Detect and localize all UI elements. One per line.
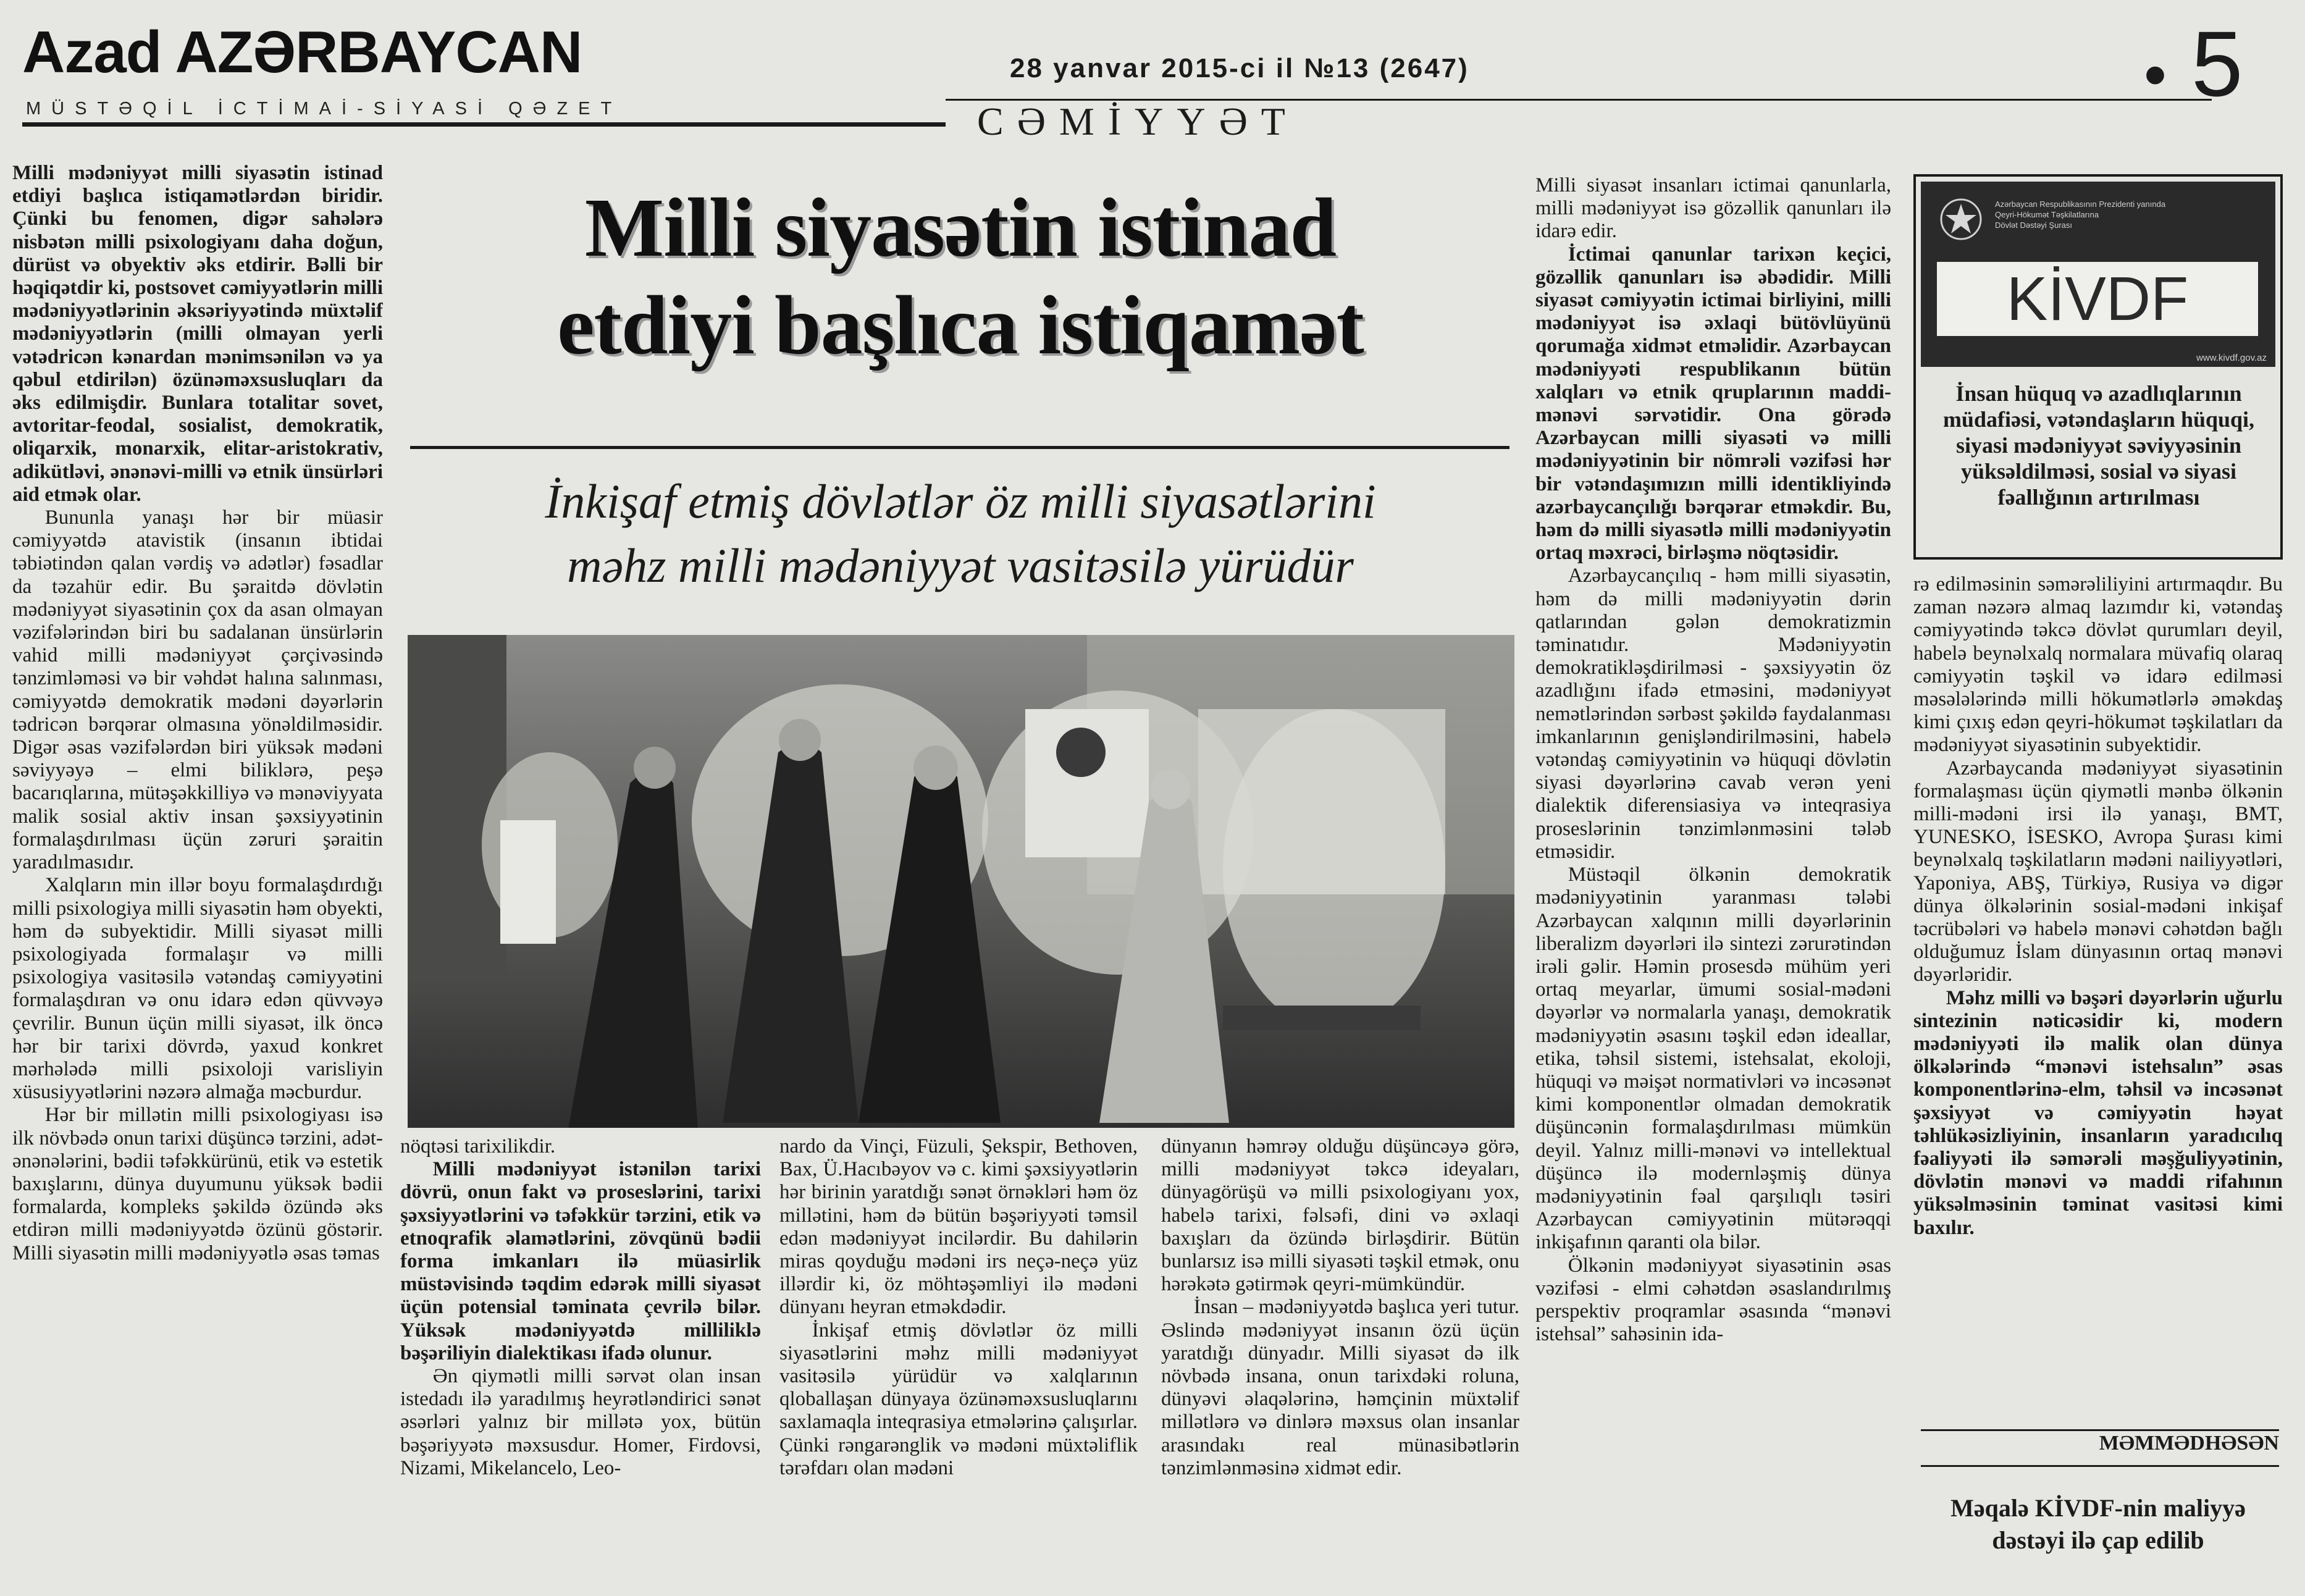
article-photo <box>408 635 1514 1128</box>
masthead-rule <box>22 122 946 127</box>
col2-paragraph: Milli mədəniyyət istənilən tarixi dövrü, onun fakt və proseslərini, tarixi şəxsiyyətlərini və təfəkkür tərzini, etik və etnoqrafik əlamətlərini, zövqünü bədii forma imkanları ilə müasirlik müstəvisində təqdim edərək milli siyasət üçün potensial təminata çevrilə bilər. Yüksək mədəniyyətdə milliliklə bəşəriliyin dialektikası ifadə olunur. <box>400 1158 761 1364</box>
col2-paragraph: nöqtəsi tarixilikdir. <box>400 1135 556 1157</box>
section-title: CƏMİYYƏT <box>977 99 1299 143</box>
article-column-5 <box>1535 174 1891 1589</box>
article-column-4 <box>1161 1135 1519 1582</box>
funding-note <box>1913 1492 2283 1556</box>
article-author: MƏMMƏDHƏSƏN <box>2099 1432 2279 1455</box>
article-column-6 <box>1913 573 2283 1417</box>
col5-paragraph: Azərbaycançılıq - həm milli siyasətin, həm də milli mədəniyyətin dərin qatlarından gələn demokratizmin təminatıdır. Mədəniyyətin demokratikləşdirilməsi - şəxsiyyətin öz azadlığını ifadə etməsini, mədəniyyət nemətlərindən sərbəst şəkildə faydalanması imkanlarının genişləndirilməsini, habelə vətəndaş cəmiyyətinin və hüquqi dövlətin siyasi dəyərlərinə cavab verən yeni dialektik diferensiasiya və inteqrasiya proseslərinin tənzimlənməsini tələb etməsidir. <box>1535 565 1891 863</box>
article-column-1 <box>12 162 383 1582</box>
headline-line-2: etdiyi başlıca istiqamət <box>557 279 1364 372</box>
col4-paragraph: dünyanın həmrəy olduğu düşüncəyə görə, milli mədəniyyət təkcə ideyaları, dünyagörüşü və milli psixologiyanı yox, habelə tarixi, fəlsəfi, dini və əxlaqi baxışları da özündə birləşdirir. Bütün bunlarsız isə milli siyasəti təşkil etmək, onu hərəkətə gətirmək qeyri-mümkündür. <box>1161 1135 1519 1296</box>
kivdf-logo: KİVDF <box>1937 262 2258 336</box>
article-column-3 <box>779 1135 1138 1582</box>
issue-dateline: 28 yanvar 2015-ci il №13 (2647) <box>1010 53 1469 83</box>
col3-paragraph: İnkişaf etmiş dövlətlər öz milli siyasətlərini məhz milli mədəniyyət vasitəsilə yürüdür və xalqlarının qloballaşan dünyaya özünəməxsusluqlarını saxlamaqla inteqrasiya etmələrinə çalışırlar. Çünki rəngarənglik və mədəni müxtəliflik tərəfdarı olan mədəni <box>779 1319 1138 1479</box>
col6-paragraph: rə edilməsinin səmərəliliyini artırmaqdır. Bu zaman nəzərə almaq lazımdır ki, vətəndaş cəmiyyətində təkcə dövlət qurumları deyil, habelə beynəlxalq normalara müvafiq olaraq cəmiyyətin təşkil və idarə edilməsi məsələlərində milli hökumətlərlə əməkdaş kimi çıxış edən qeyri-hökumət təşkilatları da mədəniyyət siyasətinin subyektidir. <box>1913 573 2283 757</box>
col3-paragraph: nardo da Vinçi, Füzuli, Şekspir, Bethoven, Bax, Ü.Hacıbəyov və c. kimi şəxsiyyətlərin hər birinin yaratdığı sənət örnəkləri həm öz millətini, həm də bütün bəşəriyyəti təmsil edən mədəniyyət incilərdir. Bu dahilərin miras qoyduğu mədəni irs neçə-neçə yüz illərdir ki, öz möhtəşəmliyi ilə mədəni dünyanı heyran etməkdədir. <box>779 1135 1138 1319</box>
newspaper-tagline: MÜSTƏQİL İCTİMAİ-SİYASİ QƏZET <box>26 99 623 119</box>
kivdf-org-name <box>1995 199 2267 230</box>
kivdf-logo-panel <box>1921 182 2275 367</box>
article-subhead <box>395 469 1526 598</box>
sponsor-caption: İnsan hüquq və azadlıqlarının müdafiəsi, vətəndaşların hüquqi, siyasi mədəniyyət səviyyəsinin yüksəldilməsi, sosial və siyasi fəallığının artırılması <box>1942 381 2255 510</box>
kivdf-website: www.kivdf.gov.az <box>2196 353 2267 363</box>
col5-paragraph: Müstəqil ölkənin demokratik mədəniyyətinin yaranması tələbi Azərbaycan xalqının milli dəyərlərinin liberalizm dəyərləri ilə sintezi zərurətindən irəli gəlir. Həmin prosesdə mühüm yeri ortaq meyarlar, ümumi sosial-mədəni dəyərlər və normalarla yanaşı, demokratik mədəniyyətin əsasını təşkil edən ideallar, etika, təhsil sistemi, istehsalat, ekoloji, hüquqi və məişət normativləri və incəsənət kimi komponentlər olmadan demokratik düşüncənin formalaşdırılması mümkün deyil. Yalnız milli-mənəvi və intellektual düşüncə ilə modernləşmiş dünya mədəniyyətinin fəal qarşılıqlı təsiri Azərbaycan cəmiyyətinin mütərəqqi inkişafının qaranti ola bilər. <box>1535 863 1891 1254</box>
headline-line-1: Milli siyasətin istinad <box>584 182 1337 274</box>
col5-paragraph: İctimai qanunlar tarixən keçici, gözəllik qanunları isə əbədidir. Milli siyasət cəmiyyətin ictimai birliyini, milli mədəniyyət isə əxlaqi bütövlüyünü qorumağa xidmət etməlidir. Azərbaycan mədəniyyəti respublikanın bütün xalqları və etnik qruplarının maddi-mənəvi sərvətidir. Ona görədə Azərbaycan milli siyasəti və milli mədəniyyətinin bir nömrəli vəzifəsi hər bir vətəndaşımızın milli identikliyində azərbaycançılığı bərqərar etməkdir. Bu, həm də milli siyasətlə milli mədəniyyətin ortaq məxrəci, birləşmə nöqtəsidir. <box>1535 243 1891 565</box>
col6-paragraph: Məhz milli və bəşəri dəyərlərin uğurlu sintezinin nəticəsidir ki, modern mədəniyyəti ilə malik olan dünya ölkələrində “mənəvi istehsalın” əsas komponentlərinə-elm, təhsil və incəsənət şəxsiyyət və cəmiyyətin həyat təhlükəsizliyinin, insanların yaradıcılıq fəaliyyəti ilə səmərəli məşğuliyyətinin, dövlətin mənəvi və maddi rifahının yüksəlməsinin təminat vasitəsi kimi baxılır. <box>1913 986 2283 1239</box>
page-bullet: • <box>2144 40 2167 109</box>
headline-rule <box>410 446 1509 449</box>
org-line: Dövlət Dəstəyi Şurası <box>1995 220 2072 230</box>
org-line: Qeyri-Hökumət Təşkilatlarına <box>1995 210 2099 219</box>
col6-paragraph: Azərbaycanda mədəniyyət siyasətinin formalaşması üçün qiymətli mənbə ölkənin milli-mədəni irsi ilə yanaşı, BMT, YUNESKO, İSESKO, Avropa Şurası kimi beynəlxalq təşkilatların mədəni nailiyyətləri, Yaponiya, ABŞ, Türkiyə, Rusiya və digər dünya ölkələrinin sosial-mədəni inkişaf təcrübələri və habelə mənəvi cəhətdən bağlı olduğumuz İslam dünyasının ortaq mənəvi dəyərləridir. <box>1913 757 2283 986</box>
col1-paragraph: Milli mədəniyyət milli siyasətin istinad etdiyi başlıca istiqamətlərdən biridir. Çünki bu fenomen, digər sahələrə nisbətən milli psixologiyanı daha doğun, dürüst və obyektiv əks etdirir. Bəlli bir həqiqətdir ki, postsovet cəmiyyətlərin milli mədəniyyətlərinin əksəriyyətində müxtəlif mədəniyyətlərin (milli olmayan yerli vətədricən kənardan mənimsənilən və ya qəbul etdirilən) özünəməxsusluqları da əks edilmişdir. Bunlara totalitar sovet, avtoritar-feodal, sosialist, demokratik, oliqarxik, monarxik, elitar-aristokrativ, adikütləvi, ənənəvi-milli və etnik ünsürləri aid etmək olar. <box>12 162 383 506</box>
footer-rule <box>1921 1465 2279 1467</box>
col4-paragraph: İnsan – mədəniyyətdə başlıca yeri tutur. Əslində mədəniyyət insanın özü üçün yaratdığı dünyadır. Milli siyasət də ilk növbədə insana, onun tarixdəki roluna, dünyəvi əlaqələrinə, həmçinin müxtəlif millətlərə və dinlərə məxsus olan insanlar arasındakı real münasibətlərin tənzimlənməsinə xidmət edir. <box>1161 1296 1519 1479</box>
funding-note-line-1: Məqalə KİVDF-nin maliyyə <box>1950 1494 2246 1522</box>
col1-paragraph: Bununla yanaşı hər bir müasir cəmiyyətdə atavistik (insanın ibtidai təbiətindən qalan vərdiş və adətlər) fəsadlar da təzahür edir. Bu şəraitdə dövlətin mədəniyyət siyasətinin çox da asan olmayan vəzifələrindən biri bu sadalanan ünsürlərin vahid milli mədəniyyət çərçivəsində tənzimləməsi və bir vəhdət halına salınması, cəmiyyətdə demokratik mədəni dəyərlərin tədricən bərqərar olmasına yönəldilməsidir. Digər əsas vəzifələrdən biri yüksək mədəni səviyyəyə – elmi biliklərə, peşə bacarıqlarına, mütəşəkkilliyə və mənəviyyata malik sosial aktiv insan şəxsiyyətinin formalaşdırılması üçün zəruri şəraitin yaradılmasıdır. <box>12 506 383 874</box>
subhead-line-1: İnkişaf etmiş dövlətlər öz milli siyasətlərini <box>545 474 1376 528</box>
page-number: 5 <box>2191 12 2243 116</box>
state-emblem-icon <box>1939 198 1983 241</box>
dancers-photo-illustration <box>408 635 1514 1128</box>
article-column-2 <box>400 1135 761 1582</box>
sponsor-box <box>1913 174 2283 560</box>
newspaper-name: Azad AZƏRBAYCAN <box>22 19 582 85</box>
col5-paragraph: Milli siyasət insanları ictimai qanunlarla, milli mədəniyyət isə gözəllik qanunları ilə idarə edir. <box>1535 174 1891 243</box>
funding-note-line-2: dəstəyi ilə çap edilib <box>1992 1526 2204 1554</box>
col2-paragraph: Ən qiymətli milli sərvət olan insan istedadı ilə yaradılmış heyrətləndirici sənət əsərləri yalnız bir millətə yox, bütün bəşəriyyətə məxsusdur. Homer, Firdovsi, Nizami, Mikelancelo, Leo- <box>400 1365 761 1479</box>
article-headline <box>395 179 1526 374</box>
org-line: Azərbaycan Respublikasının Prezidenti yanında <box>1995 200 2166 209</box>
col1-paragraph: Hər bir millətin milli psixologiyası isə ilk növbədə onun tarixi düşüncə tərzini, adət-ənənələrini, bədii təfəkkürünü, etik və estetik baxışlarını, dünya duyumunu yüksək bədii formalarda, kompleks şəkildə özündə əks etdirən milli mədəniyyətdə özünü göstərir. Milli siyasətin milli mədəniyyətlə əsas təmas <box>12 1104 383 1264</box>
col5-paragraph: Ölkənin mədəniyyət siyasətinin əsas vəzifəsi - elmi cəhətdən əsaslandırılmış perspektiv proqramlar əsasında “mənəvi istehsal” sahəsinin ida- <box>1535 1254 1891 1346</box>
col1-paragraph: Xalqların min illər boyu formalaşdırdığı milli psixologiya milli siyasətin həm obyekti, həm də subyektidir. Milli siyasət milli psixologiyada formalaşır və milli psixologiya vasitəsilə vətəndaş cəmiyyətini formalaşdıran və onu idarə edən qüvvəyə çevrilir. Bunun üçün milli siyasət, ilk öncə hər bir tarixi dövrdə, yaxud konkret mərhələdə milli psixoloji varisliyin xüsusiyyətlərini nəzərə almağa məcburdur. <box>12 874 383 1104</box>
author-rule <box>1921 1429 2279 1431</box>
subhead-line-2: məhz milli mədəniyyət vasitəsilə yürüdür <box>567 539 1354 592</box>
